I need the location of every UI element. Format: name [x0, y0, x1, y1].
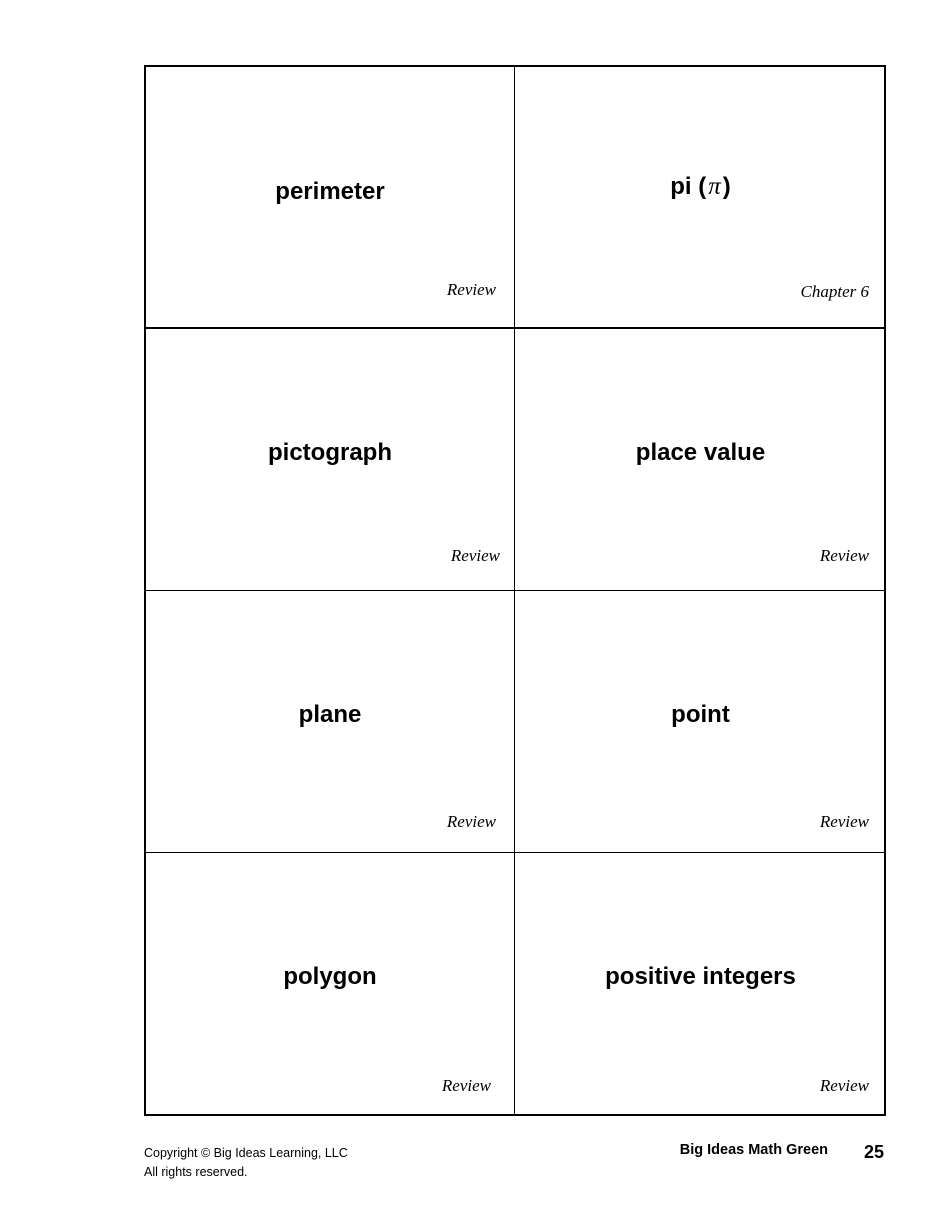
- pi-symbol: π: [708, 173, 721, 200]
- card-term: polygon: [283, 963, 377, 990]
- card-term: place value: [635, 439, 766, 466]
- card-term: positive integers: [605, 963, 796, 990]
- flashcard-plane: [146, 591, 515, 853]
- card-tag: Review: [441, 1076, 491, 1095]
- card-tag: Review: [450, 546, 500, 565]
- flashcard-perimeter: [146, 67, 515, 329]
- card-tag: Review: [819, 812, 869, 831]
- card-tag: Chapter 6: [800, 282, 869, 301]
- rights-line: All rights reserved.: [144, 1165, 248, 1179]
- flashcard-positive-integers: [515, 853, 886, 1116]
- card-term: [515, 173, 886, 201]
- card-term: perimeter: [275, 178, 385, 205]
- card-tag: Review: [819, 546, 869, 565]
- card-term: plane: [298, 701, 362, 728]
- copyright-notice: [144, 1144, 348, 1182]
- page-number: 25: [863, 1142, 884, 1162]
- flashcard-pictograph: [146, 329, 515, 591]
- card-term: pictograph: [268, 439, 392, 466]
- card-tag: Review: [819, 1076, 869, 1095]
- flashcard-point: [515, 591, 886, 853]
- flashcard-pi: [515, 67, 886, 329]
- copyright-line: Copyright © Big Ideas Learning, LLC: [144, 1146, 348, 1160]
- book-title: Big Ideas Math Green: [679, 1142, 828, 1158]
- flashcard-polygon: [146, 853, 515, 1116]
- card-tag: Review: [446, 812, 496, 831]
- flashcard-grid: [144, 65, 886, 1116]
- term-prefix: pi (: [670, 173, 707, 200]
- card-tag: Review: [446, 280, 496, 299]
- flashcard-place-value: [515, 329, 886, 591]
- card-term: point: [671, 701, 730, 728]
- term-suffix: ): [722, 173, 731, 200]
